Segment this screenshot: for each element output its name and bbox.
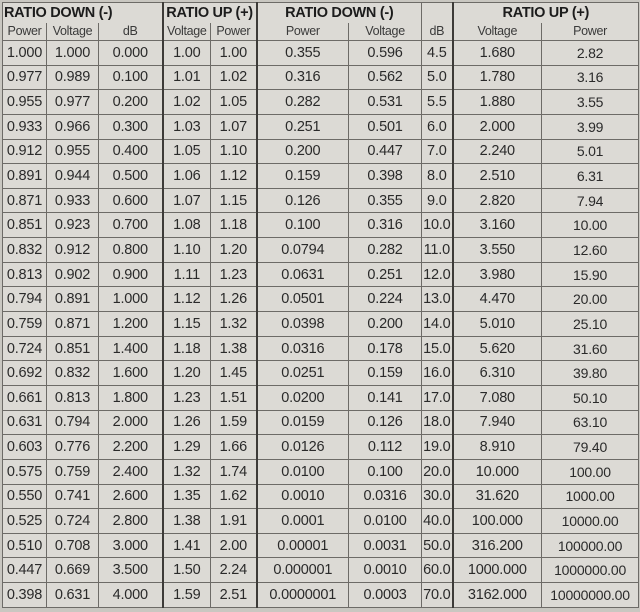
table-cell: 0.398 [349, 164, 422, 189]
column-header: Power [3, 23, 47, 41]
table-cell: 4.5 [422, 41, 453, 66]
table-cell: 8.910 [453, 435, 542, 460]
table-cell: 0.989 [47, 65, 99, 90]
table-cell: 1.15 [163, 312, 211, 337]
table-cell: 10000.00 [542, 509, 639, 534]
group-header-ratio-up-right: RATIO UP (+) [453, 3, 639, 23]
table-cell: 1.41 [163, 533, 211, 558]
table-cell: 0.851 [3, 213, 47, 238]
table-cell: 0.912 [47, 238, 99, 263]
table-cell: 1.50 [163, 558, 211, 583]
table-header [3, 3, 639, 41]
table-cell: 3.55 [542, 90, 639, 115]
table-row [3, 361, 639, 386]
table-cell: 0.851 [47, 336, 99, 361]
group-header-blank [422, 3, 453, 23]
table-cell: 6.310 [453, 361, 542, 386]
table-cell: 0.112 [349, 435, 422, 460]
table-cell: 3.500 [99, 558, 163, 583]
table-cell: 0.933 [3, 114, 47, 139]
table-row [3, 139, 639, 164]
table-cell: 2.800 [99, 509, 163, 534]
table-cell: 0.0100 [257, 459, 349, 484]
table-cell: 1.08 [163, 213, 211, 238]
table-cell: 1.00 [211, 41, 257, 66]
table-cell: 0.933 [47, 188, 99, 213]
table-cell: 0.100 [349, 459, 422, 484]
table-cell: 1.780 [453, 65, 542, 90]
table-cell: 0.708 [47, 533, 99, 558]
table-cell: 0.224 [349, 287, 422, 312]
table-cell: 0.596 [349, 41, 422, 66]
table-cell: 15.90 [542, 262, 639, 287]
table-cell: 0.0001 [257, 509, 349, 534]
table-cell: 1.59 [163, 583, 211, 608]
table-cell: 1.880 [453, 90, 542, 115]
column-header: Power [542, 23, 639, 41]
table-row [3, 312, 639, 337]
table-cell: 2.400 [99, 459, 163, 484]
table-cell: 0.0251 [257, 361, 349, 386]
table-row [3, 238, 639, 263]
table-cell: 0.871 [3, 188, 47, 213]
column-header: Power [211, 23, 257, 41]
table-cell: 7.94 [542, 188, 639, 213]
table-cell: 0.0200 [257, 385, 349, 410]
table-cell: 1.05 [211, 90, 257, 115]
table-cell: 0.759 [3, 312, 47, 337]
table-cell: 60.0 [422, 558, 453, 583]
table-row [3, 459, 639, 484]
table-cell: 0.794 [47, 410, 99, 435]
table-cell: 2.000 [99, 410, 163, 435]
table-cell: 3.16 [542, 65, 639, 90]
table-cell: 1.51 [211, 385, 257, 410]
table-cell: 0.178 [349, 336, 422, 361]
table-cell: 10.0 [422, 213, 453, 238]
table-cell: 1.07 [211, 114, 257, 139]
table-cell: 1.000 [47, 41, 99, 66]
table-cell: 1000.000 [453, 558, 542, 583]
table-cell: 0.776 [47, 435, 99, 460]
table-cell: 50.0 [422, 533, 453, 558]
table-cell: 0.669 [47, 558, 99, 583]
table-cell: 3.99 [542, 114, 639, 139]
table-cell: 1.12 [163, 287, 211, 312]
table-cell: 0.0159 [257, 410, 349, 435]
table-cell: 0.891 [3, 164, 47, 189]
table-cell: 0.100 [257, 213, 349, 238]
table-cell: 50.10 [542, 385, 639, 410]
table-cell: 0.603 [3, 435, 47, 460]
table-cell: 0.398 [3, 583, 47, 608]
table-cell: 100.00 [542, 459, 639, 484]
table-cell: 2.240 [453, 139, 542, 164]
table-cell: 1.11 [163, 262, 211, 287]
table-cell: 0.0316 [349, 484, 422, 509]
table-cell: 1000000.00 [542, 558, 639, 583]
table-cell: 0.724 [47, 509, 99, 534]
table-cell: 1.06 [163, 164, 211, 189]
table-cell: 0.447 [349, 139, 422, 164]
table-cell: 1.26 [163, 410, 211, 435]
table-cell: 0.300 [99, 114, 163, 139]
table-cell: 0.700 [99, 213, 163, 238]
table-cell: 0.0000001 [257, 583, 349, 608]
table-cell: 1.62 [211, 484, 257, 509]
table-cell: 1.74 [211, 459, 257, 484]
table-cell: 0.0316 [257, 336, 349, 361]
table-cell: 0.0126 [257, 435, 349, 460]
table-cell: 3.980 [453, 262, 542, 287]
table-cell: 2.00 [211, 533, 257, 558]
table-cell: 14.0 [422, 312, 453, 337]
table-cell: 4.000 [99, 583, 163, 608]
table-row [3, 533, 639, 558]
table-cell: 9.0 [422, 188, 453, 213]
table-cell: 0.0631 [257, 262, 349, 287]
table-cell: 6.0 [422, 114, 453, 139]
table-cell: 1.01 [163, 65, 211, 90]
table-cell: 31.620 [453, 484, 542, 509]
table-cell: 0.832 [3, 238, 47, 263]
table-cell: 0.0794 [257, 238, 349, 263]
table-cell: 1.600 [99, 361, 163, 386]
table-cell: 0.692 [3, 361, 47, 386]
table-cell: 5.620 [453, 336, 542, 361]
table-cell: 5.0 [422, 65, 453, 90]
table-cell: 7.0 [422, 139, 453, 164]
table-cell: 1.38 [163, 509, 211, 534]
table-cell: 3162.000 [453, 583, 542, 608]
column-header: Voltage [47, 23, 99, 41]
table-cell: 2.24 [211, 558, 257, 583]
table-cell: 20.00 [542, 287, 639, 312]
table-cell: 7.080 [453, 385, 542, 410]
table-cell: 0.631 [47, 583, 99, 608]
table-cell: 1.000 [99, 287, 163, 312]
column-header: Power [257, 23, 349, 41]
table-cell: 5.01 [542, 139, 639, 164]
table-cell: 1.200 [99, 312, 163, 337]
table-cell: 0.0003 [349, 583, 422, 608]
table-cell: 1.29 [163, 435, 211, 460]
table-cell: 0.251 [349, 262, 422, 287]
table-cell: 5.5 [422, 90, 453, 115]
table-cell: 100.000 [453, 509, 542, 534]
table-row [3, 336, 639, 361]
table-cell: 1.66 [211, 435, 257, 460]
table-cell: 0.200 [257, 139, 349, 164]
table-cell: 0.0100 [349, 509, 422, 534]
table-cell: 15.0 [422, 336, 453, 361]
table-cell: 0.955 [47, 139, 99, 164]
table-cell: 0.200 [349, 312, 422, 337]
table-cell: 1.59 [211, 410, 257, 435]
table-cell: 0.813 [3, 262, 47, 287]
table-cell: 12.60 [542, 238, 639, 263]
table-cell: 0.977 [47, 90, 99, 115]
table-row [3, 65, 639, 90]
table-cell: 1.32 [163, 459, 211, 484]
table-row [3, 484, 639, 509]
table-row [3, 385, 639, 410]
table-cell: 0.0010 [349, 558, 422, 583]
table-cell: 0.510 [3, 533, 47, 558]
table-cell: 0.741 [47, 484, 99, 509]
group-header-row [3, 3, 639, 23]
table-cell: 2.51 [211, 583, 257, 608]
table-cell: 1.05 [163, 139, 211, 164]
table-cell: 2.82 [542, 41, 639, 66]
table-cell: 0.141 [349, 385, 422, 410]
table-cell: 0.0010 [257, 484, 349, 509]
table-cell: 13.0 [422, 287, 453, 312]
table-cell: 0.000 [99, 41, 163, 66]
group-header-ratio-down-right: RATIO DOWN (-) [257, 3, 422, 23]
decibel-ratio-table [2, 2, 639, 608]
table-cell: 2.200 [99, 435, 163, 460]
table-cell: 8.0 [422, 164, 453, 189]
table-cell: 1.38 [211, 336, 257, 361]
column-header: dB [99, 23, 163, 41]
table-cell: 3.550 [453, 238, 542, 263]
table-cell: 5.010 [453, 312, 542, 337]
table-row [3, 213, 639, 238]
table-cell: 30.0 [422, 484, 453, 509]
table-cell: 25.10 [542, 312, 639, 337]
table-cell: 1.000 [3, 41, 47, 66]
table-cell: 0.159 [257, 164, 349, 189]
table-cell: 10000000.00 [542, 583, 639, 608]
table-cell: 0.900 [99, 262, 163, 287]
table-cell: 0.923 [47, 213, 99, 238]
table-cell: 1.00 [163, 41, 211, 66]
table-cell: 39.80 [542, 361, 639, 386]
table-row [3, 41, 639, 66]
table-cell: 1.26 [211, 287, 257, 312]
table-cell: 18.0 [422, 410, 453, 435]
table-cell: 0.891 [47, 287, 99, 312]
table-cell: 2.600 [99, 484, 163, 509]
table-cell: 70.0 [422, 583, 453, 608]
table-cell: 0.126 [257, 188, 349, 213]
table-cell: 0.550 [3, 484, 47, 509]
table-row [3, 164, 639, 189]
table-cell: 0.525 [3, 509, 47, 534]
table-cell: 0.531 [349, 90, 422, 115]
table-body [3, 41, 639, 608]
table-row [3, 114, 639, 139]
table-cell: 0.159 [349, 361, 422, 386]
table-cell: 1.18 [163, 336, 211, 361]
table-cell: 1.32 [211, 312, 257, 337]
table-cell: 1.03 [163, 114, 211, 139]
table-cell: 0.282 [349, 238, 422, 263]
column-header: dB [422, 23, 453, 41]
table-cell: 7.940 [453, 410, 542, 435]
table-cell: 1.800 [99, 385, 163, 410]
table-row [3, 509, 639, 534]
column-header: Voltage [349, 23, 422, 41]
table-cell: 31.60 [542, 336, 639, 361]
table-cell: 2.820 [453, 188, 542, 213]
table-cell: 1.23 [211, 262, 257, 287]
table-cell: 0.100 [99, 65, 163, 90]
table-cell: 100000.00 [542, 533, 639, 558]
table-cell: 0.832 [47, 361, 99, 386]
table-cell: 63.10 [542, 410, 639, 435]
table-cell: 1.20 [211, 238, 257, 263]
table-row [3, 287, 639, 312]
table-cell: 0.631 [3, 410, 47, 435]
table-cell: 11.0 [422, 238, 453, 263]
table-cell: 1.35 [163, 484, 211, 509]
table-cell: 0.724 [3, 336, 47, 361]
table-cell: 0.355 [349, 188, 422, 213]
table-cell: 0.600 [99, 188, 163, 213]
table-cell: 0.500 [99, 164, 163, 189]
table-cell: 79.40 [542, 435, 639, 460]
table-cell: 40.0 [422, 509, 453, 534]
table-cell: 1.07 [163, 188, 211, 213]
table-cell: 19.0 [422, 435, 453, 460]
table-cell: 0.955 [3, 90, 47, 115]
table-cell: 16.0 [422, 361, 453, 386]
table-cell: 10.00 [542, 213, 639, 238]
table-cell: 0.200 [99, 90, 163, 115]
table-cell: 20.0 [422, 459, 453, 484]
table-cell: 0.759 [47, 459, 99, 484]
table-row [3, 435, 639, 460]
table-cell: 0.871 [47, 312, 99, 337]
table-cell: 1.10 [163, 238, 211, 263]
table-cell: 0.447 [3, 558, 47, 583]
table-cell: 0.000001 [257, 558, 349, 583]
table-cell: 1.20 [163, 361, 211, 386]
table-row [3, 262, 639, 287]
table-cell: 3.000 [99, 533, 163, 558]
table-cell: 0.126 [349, 410, 422, 435]
table-cell: 0.800 [99, 238, 163, 263]
table-cell: 1.18 [211, 213, 257, 238]
table-cell: 0.0501 [257, 287, 349, 312]
table-cell: 0.966 [47, 114, 99, 139]
table-cell: 1.45 [211, 361, 257, 386]
table-cell: 0.902 [47, 262, 99, 287]
table-row [3, 188, 639, 213]
table-cell: 0.562 [349, 65, 422, 90]
table-cell: 1.680 [453, 41, 542, 66]
table-cell: 0.355 [257, 41, 349, 66]
table-cell: 0.251 [257, 114, 349, 139]
table-cell: 2.000 [453, 114, 542, 139]
table-cell: 0.661 [3, 385, 47, 410]
table-cell: 0.316 [257, 65, 349, 90]
table-cell: 1000.00 [542, 484, 639, 509]
table-cell: 1.400 [99, 336, 163, 361]
table-cell: 10.000 [453, 459, 542, 484]
table-cell: 0.944 [47, 164, 99, 189]
column-header-row [3, 23, 639, 41]
table-cell: 0.575 [3, 459, 47, 484]
table-cell: 0.316 [349, 213, 422, 238]
table-cell: 0.501 [349, 114, 422, 139]
table-cell: 1.02 [211, 65, 257, 90]
group-header-ratio-down-left: RATIO DOWN (-) [3, 3, 163, 23]
table-cell: 1.91 [211, 509, 257, 534]
table-row [3, 90, 639, 115]
column-header: Voltage [163, 23, 211, 41]
table-cell: 0.977 [3, 65, 47, 90]
table-cell: 12.0 [422, 262, 453, 287]
table-cell: 17.0 [422, 385, 453, 410]
table-cell: 0.0031 [349, 533, 422, 558]
table-cell: 0.282 [257, 90, 349, 115]
table-cell: 0.0398 [257, 312, 349, 337]
group-header-ratio-up-left: RATIO UP (+) [163, 3, 257, 23]
table-cell: 6.31 [542, 164, 639, 189]
table-row [3, 558, 639, 583]
table-cell: 1.10 [211, 139, 257, 164]
table-cell: 0.813 [47, 385, 99, 410]
table-cell: 0.912 [3, 139, 47, 164]
table-cell: 2.510 [453, 164, 542, 189]
table-row [3, 583, 639, 608]
table-cell: 1.15 [211, 188, 257, 213]
table-cell: 316.200 [453, 533, 542, 558]
table-cell: 1.02 [163, 90, 211, 115]
table-cell: 0.00001 [257, 533, 349, 558]
table-cell: 1.23 [163, 385, 211, 410]
table-cell: 0.794 [3, 287, 47, 312]
table-row [3, 410, 639, 435]
table-cell: 0.400 [99, 139, 163, 164]
column-header: Voltage [453, 23, 542, 41]
table-cell: 1.12 [211, 164, 257, 189]
table-cell: 3.160 [453, 213, 542, 238]
table-cell: 4.470 [453, 287, 542, 312]
